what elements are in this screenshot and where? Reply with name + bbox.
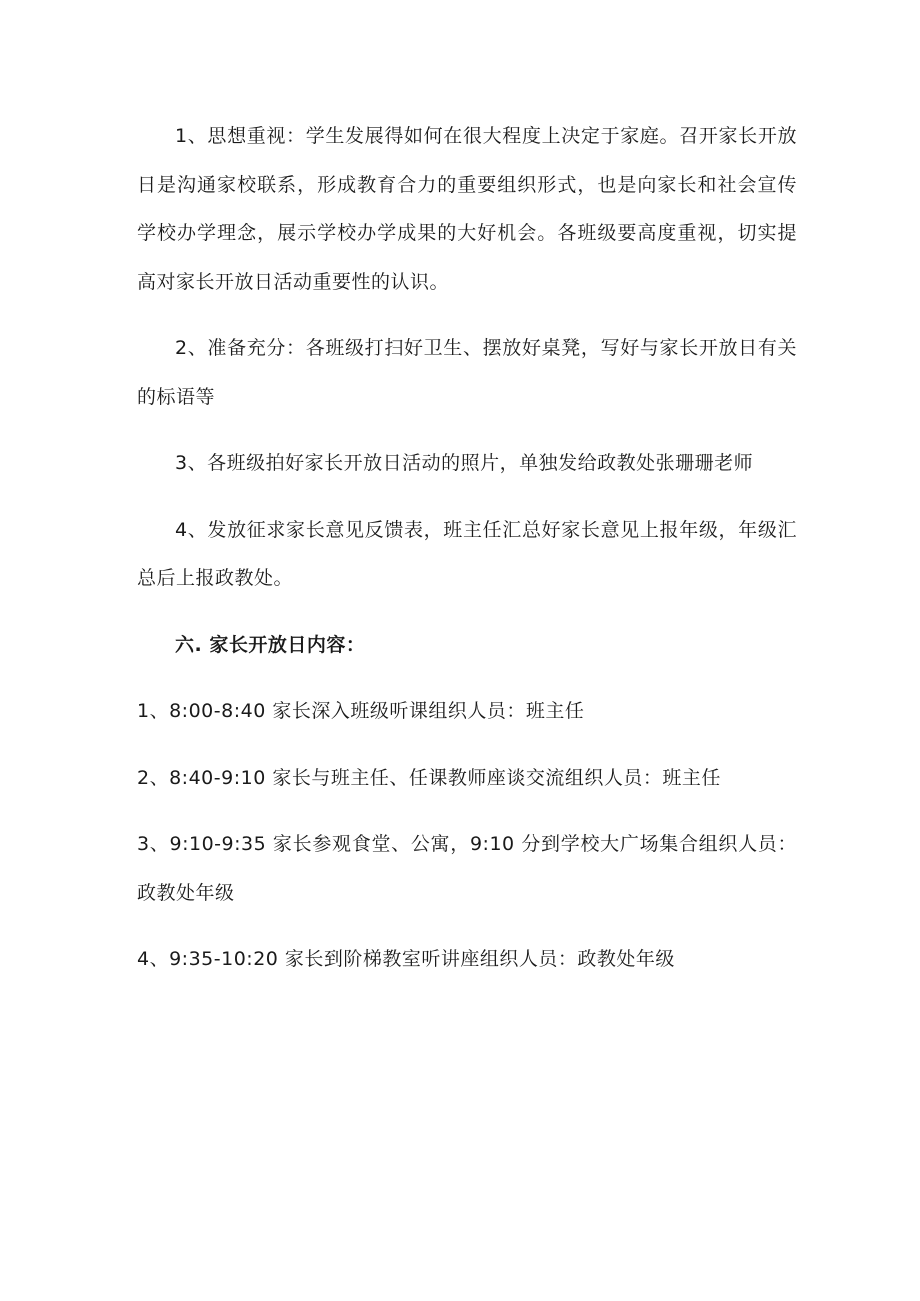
schedule-item-4: 4、9:35-10:20 家长到阶梯教室听讲座组织人员：政教处年级 bbox=[137, 948, 675, 970]
paragraph-feedback: 4、发放征求家长意见反馈表，班主任汇总好家长意见上报年级，年级汇总后上报政教处。 bbox=[137, 518, 797, 589]
paragraph-preparation: 2、准备充分：各班级打扫好卫生、摆放好桌凳，写好与家长开放日有关的标语等 bbox=[137, 337, 797, 408]
schedule-item-3: 3、9:10-9:35 家长参观食堂、公寓，9:10 分到学校大广场集合组织人员：政教处年级 bbox=[137, 833, 797, 904]
document-page bbox=[137, 112, 797, 1002]
section-heading: 六. 家长开放日内容： bbox=[175, 633, 366, 656]
paragraph-importance: 1、思想重视：学生发展得如何在很大程度上决定于家庭。召开家长开放日是沟通家校联系，形成教育合力的重要组织形式，也是向家长和社会宣传学校办学理念，展示学校办学成果的大好机会。各班级要高度重视，切实提高对家长开放日活动重要性的认识。 bbox=[137, 125, 797, 293]
schedule-item-2: 2、8:40-9:10 家长与班主任、任课教师座谈交流组织人员：班主任 bbox=[137, 766, 721, 789]
schedule-item-1: 1、8:00-8:40 家长深入班级听课组织人员：班主任 bbox=[137, 700, 585, 722]
paragraph-photos: 3、各班级拍好家长开放日活动的照片，单独发给政教处张珊珊老师 bbox=[175, 452, 754, 474]
